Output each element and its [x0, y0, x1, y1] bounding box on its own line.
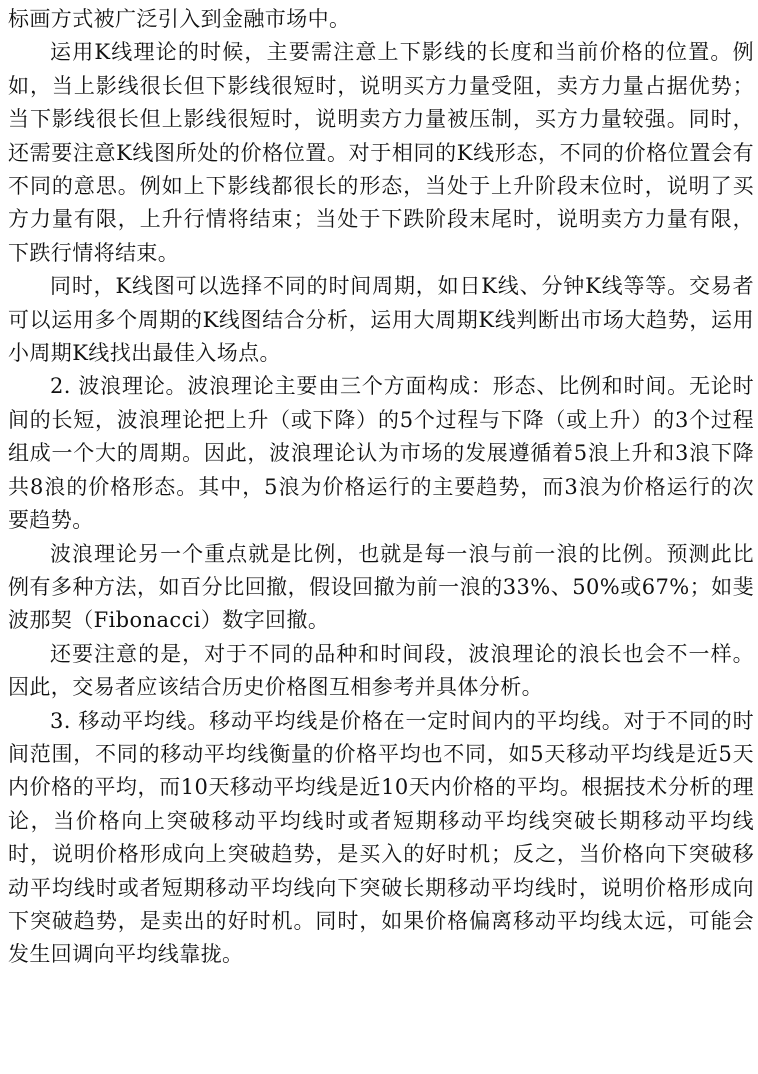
paragraph-k-line-shadows: 运用K线理论的时候，主要需注意上下影线的长度和当前价格的位置。例如，当上影线很长但下影线很短时，说明买方力量受阻，卖方力量占据优势；当下影线很长但上影线很短时，说明卖方力量被压制，买方力量较强。同时，还需要注意K线图所处的价格位置。对于相同的K线形态，不同的价格位置会有不同的意思。例如上下影线都很长的形态，当处于上升阶段末位时，说明了买方力量有限，上升行情将结束；当处于下跌阶段末尾时，说明卖方力量有限，下跌行情将结束。: [8, 40, 754, 265]
paragraph-moving-average: 3. 移动平均线。移动平均线是价格在一定时间内的平均线。对于不同的时间范围，不同的移动平均线衡量的价格平均也不同，如5天移动平均线是近5天内价格的平均，而10天移动平均线是近10天内价格的平均。根据技术分析的理论，当价格向上突破移动平均线时或者短期移动平均线突破长期移动平均线时，说明价格形成向上突破趋势，是买入的好时机；反之，当价格向下突破移动平均线时或者短期移动平均线向下突破长期移动平均线时，说明价格形成向下突破趋势，是卖出的好时机。同时，如果价格偏离移动平均线太远，可能会发生回调向平均线靠拢。: [8, 708, 754, 967]
paragraph-k-line-periods: 同时，K线图可以选择不同的时间周期，如日K线、分钟K线等等。交易者可以运用多个周期的K线图结合分析，运用大周期K线判断出市场大趋势，运用小周期K线找出最佳入场点。: [8, 274, 754, 366]
paragraph-wave-length: 还要注意的是，对于不同的品种和时间段，波浪理论的浪长也会不一样。因此，交易者应该结合历史价格图互相参考并具体分析。: [8, 641, 754, 700]
paragraph-wave-ratio: 波浪理论另一个重点就是比例，也就是每一浪与前一浪的比例。预测此比例有多种方法，如百分比回撤，假设回撤为前一浪的33%、50%或67%；如斐波那契（Fibonacci）数字回撤。: [8, 541, 754, 633]
document-page: [8, 3, 754, 1071]
paragraph-continuation: 标画方式被广泛引入到金融市场中。: [8, 7, 351, 31]
paragraph-wave-theory: 2. 波浪理论。波浪理论主要由三个方面构成：形态、比例和时间。无论时间的长短，波浪理论把上升（或下降）的5个过程与下降（或上升）的3个过程组成一个大的周期。因此，波浪理论认为市场的发展遵循着5浪上升和3浪下降共8浪的价格形态。其中，5浪为价格运行的主要趋势，而3浪为价格运行的次要趋势。: [8, 374, 754, 533]
